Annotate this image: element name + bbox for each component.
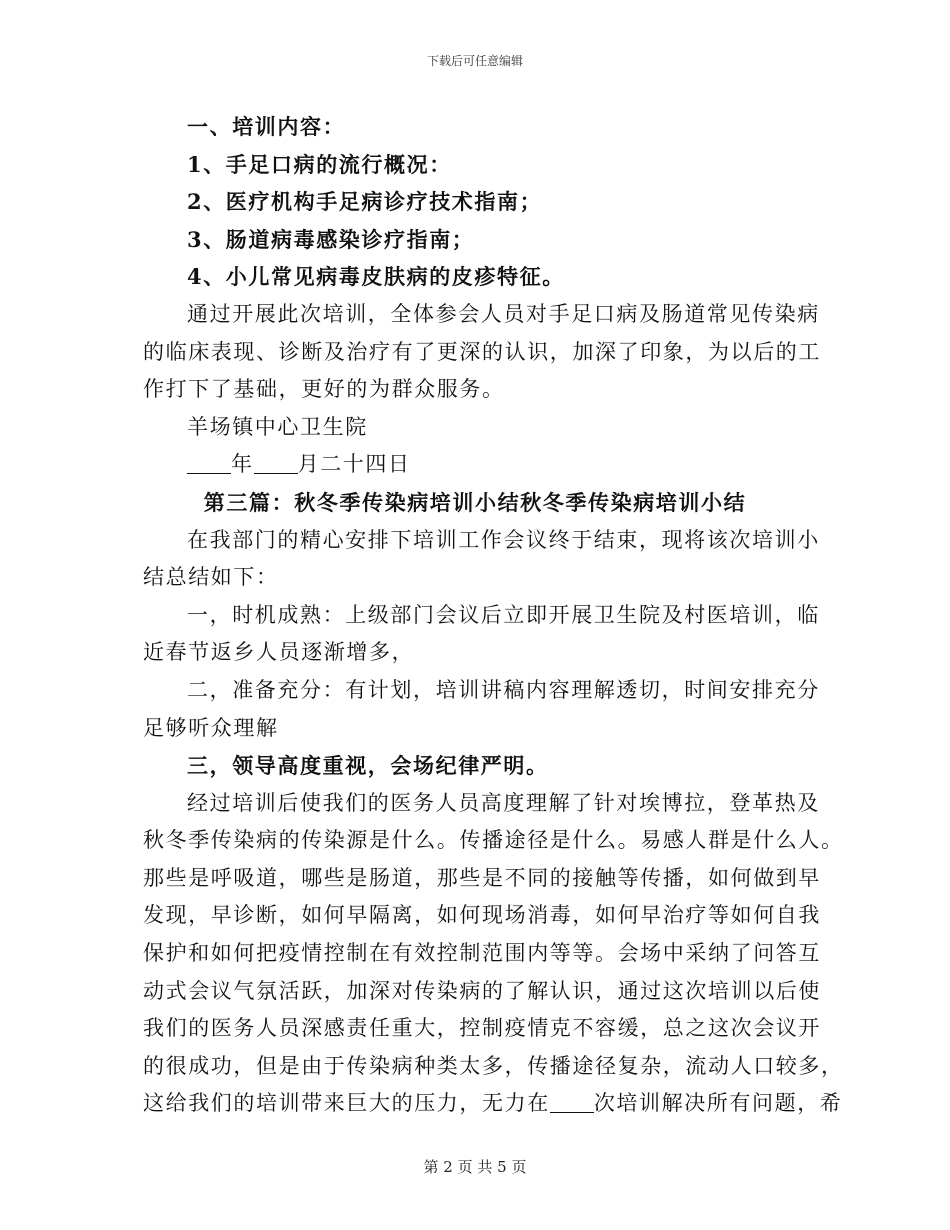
text-line: 1、手足口病的流行概况： (187, 151, 452, 177)
text-line: 二，准备充分：有计划，培训讲稿内容理解透切，时间安排充分 (187, 677, 820, 702)
text-segment: 这给我们的培训带来巨大的压力，无力在 (143, 1091, 550, 1116)
text-line: 2、医疗机构手足病诊疗技术指南； (187, 189, 543, 215)
text-line: 作打下了基础，更好的为群众服务。 (143, 377, 505, 402)
text-segment: 月二十四日 (297, 452, 411, 477)
text-line: 保护和如何把疫情控制在有效控制范围内等等。会场中采纳了问答互 (143, 941, 821, 966)
text-line: 的很成功，但是由于传染病种类太多，传播途径复杂，流动人口较多， (143, 1053, 844, 1078)
text-segment: 次培训解决所有问题，希 (593, 1091, 843, 1116)
text-line: 一、培训内容： (187, 114, 346, 139)
page-footer: 第 2 页 共 5 页 (423, 1158, 527, 1176)
text-segment: 年 (231, 452, 254, 477)
page-header: 下载后可任意编辑 (426, 54, 523, 68)
text-line: 动式会议气氛活跃，加深对传染病的了解认识，通过这次培训以后使 (143, 978, 821, 1003)
text-line: 经过培训后使我们的医务人员高度理解了针对埃博拉，登革热及 (187, 790, 820, 815)
text-line: 的临床表现、诊断及治疗有了更深的认识，加深了印象，为以后的工 (143, 339, 821, 364)
text-line: 我们的医务人员深感责任重大，控制疫情克不容缓，总之这次会议开 (143, 1016, 821, 1041)
text-line: 近春节返乡人员逐渐增多， (143, 640, 415, 665)
text-line: 三，领导高度重视，会场纪律严明。 (187, 753, 549, 779)
text-line (143, 1085, 843, 1123)
section-heading: 第三篇：秋冬季传染病培训小结秋冬季传染病培训小结 (203, 489, 747, 515)
text-line: 4、小儿常见病毒皮肤病的皮疹特征。 (187, 264, 565, 290)
text-line: 羊场镇中心卫生院 (187, 414, 368, 439)
text-line: 在我部门的精心安排下培训工作会议终于结束，现将该次培训小 (187, 527, 820, 552)
fill-in-blank (254, 453, 298, 474)
text-line: 一，时机成熟：上级部门会议后立即开展卫生院及村医培训，临 (187, 602, 820, 627)
text-line: 结总结如下： (143, 565, 279, 590)
text-line (143, 446, 807, 484)
text-line: 发现，早诊断，如何早隔离，如何现场消毒，如何早治疗等如何自我 (143, 903, 821, 928)
text-line: 秋冬季传染病的传染源是什么。传播途径是什么。易感人群是什么人。 (143, 828, 844, 853)
fill-in-blank (187, 453, 231, 474)
fill-in-blank (550, 1092, 594, 1113)
text-line: 3、肠道病毒感染诊疗指南； (187, 226, 475, 252)
document-body (143, 108, 844, 1123)
text-line: 那些是呼吸道，哪些是肠道，那些是不同的接触等传播，如何做到早 (143, 865, 821, 890)
text-line: 通过开展此次培训，全体参会人员对手足口病及肠道常见传染病 (187, 301, 820, 326)
text-line: 足够听众理解 (143, 715, 279, 740)
